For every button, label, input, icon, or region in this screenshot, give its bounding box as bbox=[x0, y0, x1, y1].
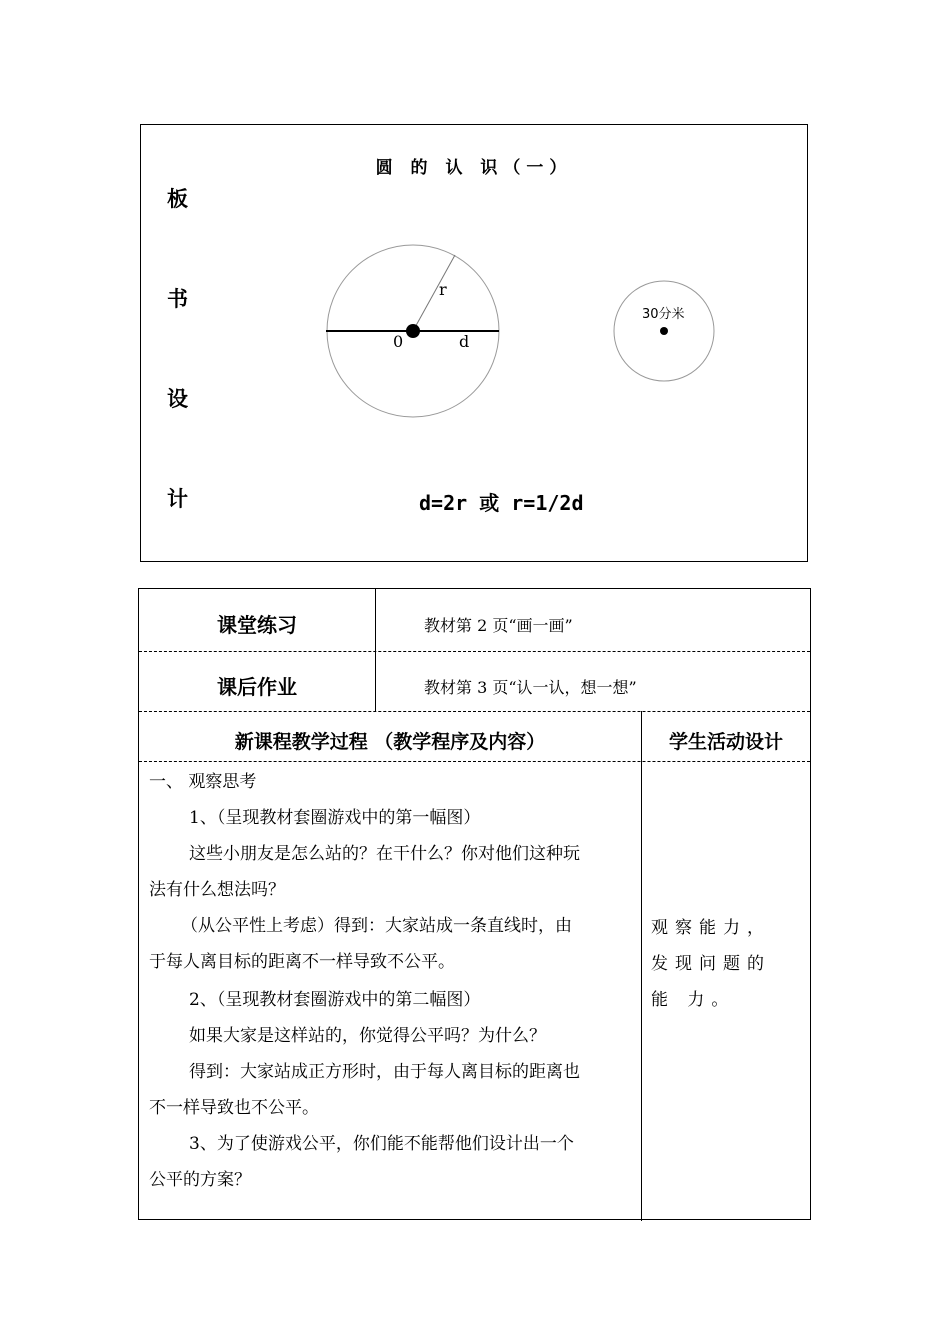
diameter-label: d bbox=[459, 332, 470, 351]
row-divider bbox=[139, 651, 810, 652]
homework-content: 教材第 3 页“认一认，想一想” bbox=[424, 678, 637, 697]
column-divider bbox=[641, 711, 642, 1221]
homework-label: 课后作业 bbox=[217, 675, 297, 699]
process-line: 法有什么想法吗？ bbox=[149, 880, 285, 900]
board-side-char-1: 板 bbox=[167, 187, 188, 211]
student-line: 能 力。 bbox=[651, 990, 736, 1010]
process-line: 3、为了使游戏公平，你们能不能帮他们设计出一个 bbox=[189, 1134, 574, 1154]
process-line: 得到：大家站成正方形时，由于每人离目标的距离也 bbox=[189, 1062, 580, 1082]
process-line: 这些小朋友是怎么站的？在干什么？你对他们这种玩 bbox=[189, 844, 580, 864]
center-dot bbox=[406, 324, 420, 338]
radius-label: r bbox=[439, 280, 447, 299]
process-line: 一、 观察思考 bbox=[149, 772, 257, 792]
board-side-char-4: 计 bbox=[167, 487, 188, 511]
process-line: （从公平性上考虑）得到：大家站成一条直线时，由 bbox=[181, 916, 572, 936]
process-line: 不一样导致也不公平。 bbox=[149, 1098, 319, 1118]
small-center-dot bbox=[660, 327, 668, 335]
student-line: 发现问题的 bbox=[651, 954, 771, 974]
label-divider bbox=[375, 589, 376, 711]
process-header: 新课程教学过程 （教学程序及内容） bbox=[234, 731, 546, 753]
process-line: 2、（呈现教材套圈游戏中的第二幅图） bbox=[189, 990, 481, 1010]
practice-label: 课堂练习 bbox=[217, 613, 297, 637]
center-label: 0 bbox=[393, 332, 404, 351]
formula: d=2r 或 r=1/2d bbox=[419, 491, 584, 515]
radius-line bbox=[413, 255, 455, 331]
process-line: 1、（呈现教材套圈游戏中的第一幅图） bbox=[189, 808, 481, 828]
student-header: 学生活动设计 bbox=[668, 731, 783, 753]
lesson-table bbox=[138, 588, 811, 1220]
row-divider bbox=[139, 711, 810, 712]
board-design-box bbox=[140, 124, 808, 562]
board-side-char-2: 书 bbox=[167, 287, 188, 311]
board-side-char-3: 设 bbox=[167, 387, 188, 411]
process-line: 于每人离目标的距离不一样导致不公平。 bbox=[149, 952, 455, 972]
header-divider bbox=[139, 761, 810, 762]
small-circle-label: 30分米 bbox=[642, 307, 685, 322]
board-title: 圆 的 认 识（一） bbox=[375, 158, 573, 178]
process-line: 如果大家是这样站的，你觉得公平吗？为什么？ bbox=[189, 1026, 546, 1046]
student-line: 观察能力， bbox=[651, 918, 771, 938]
process-line: 公平的方案？ bbox=[149, 1170, 251, 1190]
practice-content: 教材第 2 页“画一画” bbox=[424, 616, 573, 635]
